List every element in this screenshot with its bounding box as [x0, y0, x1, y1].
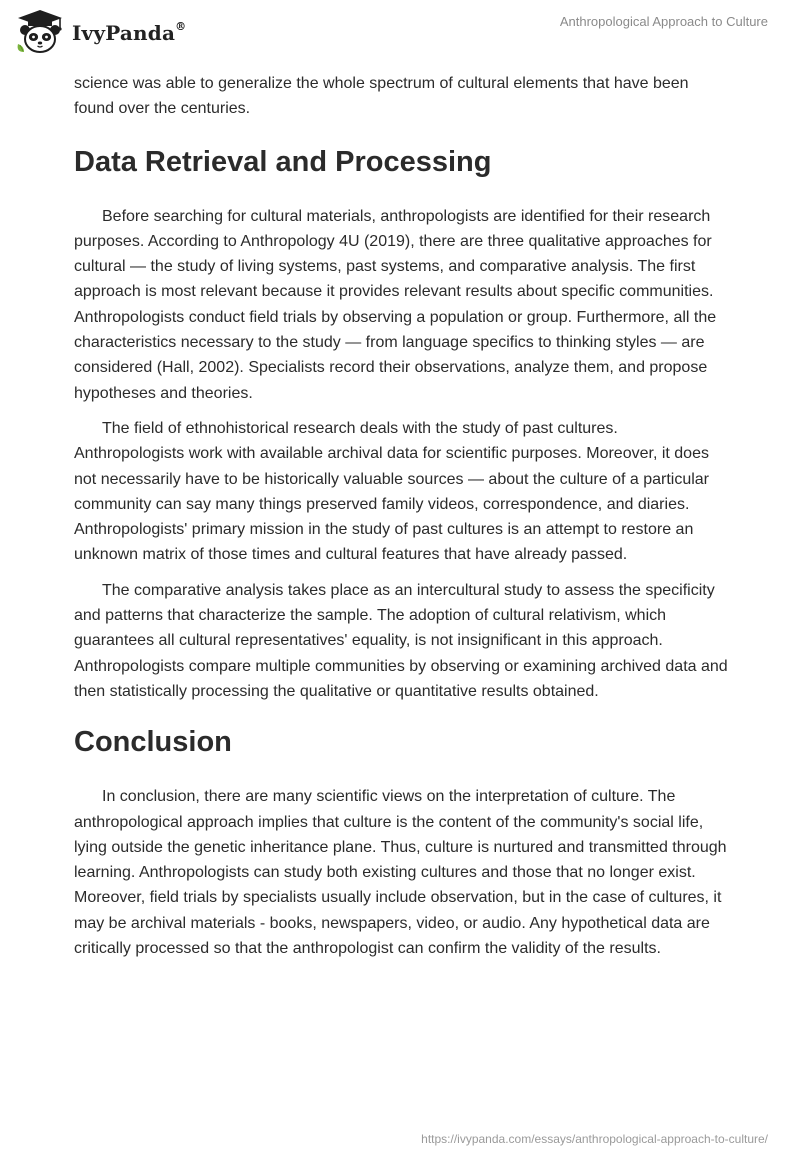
paragraph: The field of ethnohistorical research deals with the study of past cultures. Anthropologists work with available archival data for scientific purposes. Moreover, it does not necessarily have to be historically valuable sources — about the culture of a particular community can say many things preserved family videos, correspondence, and diaries. Anthropologists' primary mission in the study of past cultures is an attempt to restore an unknown matrix of those times and cultural features that have already passed. [74, 419, 710, 564]
section-heading-data-retrieval: Data Retrieval and Processing [74, 145, 492, 178]
source-url[interactable]: https://ivypanda.com/essays/anthropological-approach-to-culture/ [421, 1132, 768, 1146]
lead-paragraph: science was able to generalize the whole spectrum of cultural elements that have been found over the centuries. [74, 75, 689, 118]
registered-mark: ® [175, 20, 187, 34]
section-heading-conclusion: Conclusion [74, 726, 232, 759]
page-header [0, 0, 800, 60]
brand-logo[interactable] [14, 8, 186, 54]
document-title: Anthropological Approach to Culture [559, 14, 768, 29]
paragraph: The comparative analysis takes place as an intercultural study to assess the specificity and patterns that characterize the sample. The adoption of cultural relativism, which guarantees all cultural representatives' equality, is not insignificant in this approach. Anthropologists compare multiple communities by observing or examining archived data and then statistically processing the qualitative or quantitative results obtained. [74, 581, 728, 700]
paragraph: Before searching for cultural materials, anthropologists are identified for their research purposes. According to Anthropology 4U (2019), there are three qualitative approaches for cultural — the study of living systems, past systems, and comparative analysis. The first approach is most relevant because it provides relevant results about specific communities. Anthropologists conduct field trials by observing a population or group. Furthermore, all the characteristics necessary to the study — from language specifics to thinking styles — are considered (Hall, 2002). Specialists record their observations, analyze them, and propose hypotheses and theories. [74, 207, 717, 402]
essay-body [74, 71, 730, 961]
panda-graduate-logo-icon [14, 8, 66, 54]
paragraph: In conclusion, there are many scientific views on the interpretation of culture. The anthropological approach implies that culture is the content of the community's social life, lying outside the genetic inheritance plane. Thus, culture is nurtured and transmitted through learning. Anthropologists can study both existing cultures and those that no longer exist. Moreover, field trials by specialists usually include observation, but in the case of cultures, it may be archival materials - books, newspapers, video, or audio. Any hypothetical data are critically processed so that the anthropologist can confirm the validity of the results. [74, 788, 727, 958]
brand-name: IvyPanda® [72, 20, 187, 45]
